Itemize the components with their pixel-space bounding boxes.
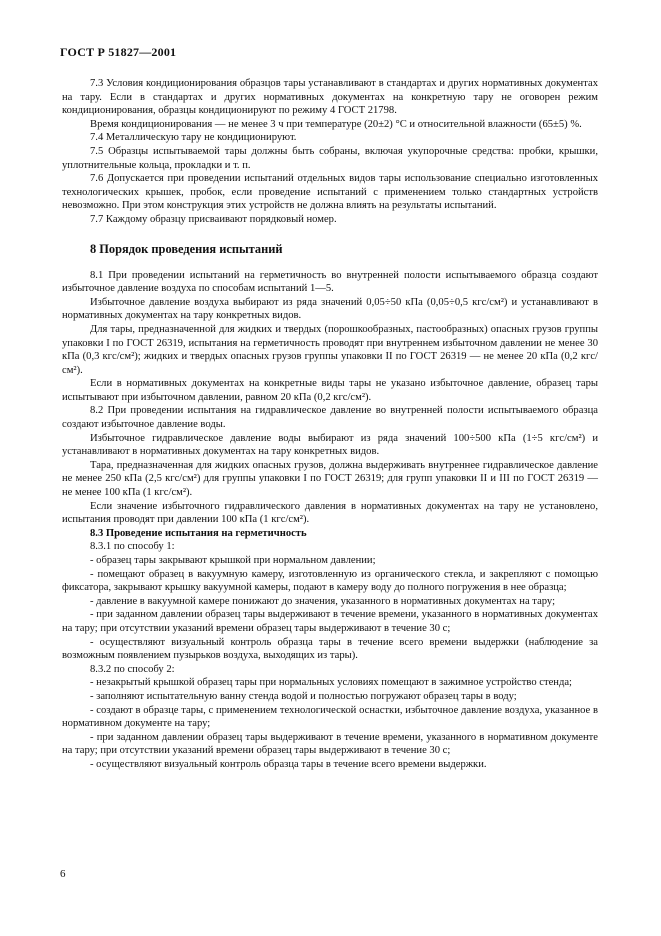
paragraph-8-1-air-range: Избыточное давление воздуха выбирают из ряда значений 0,05÷50 кПа (0,05÷0,5 кгс/см²) и устанавливают в нормативных документах на тару конкретных видов. (62, 296, 598, 322)
list-item: - помещают образец в вакуумную камеру, изготовленную из органического стекла, и закрепляют с помощью фиксатора, закрывают крышку вакуумной камеры, подают в камеру воду до полного погружения в нее образца; (62, 568, 598, 594)
list-item: - незакрытый крышкой образец тары при нормальных условиях помещают в зажимное устройство стенда; (90, 677, 573, 689)
paragraph-8-2-hazard: Тара, предназначенная для жидких опасных грузов, должна выдерживать внутреннее гидравлическое давление не менее 250 кПа (2,5 кгс/см²) для группы упаковки I по ГОСТ 26319; для групп упаковки II и III по ГОСТ 26319 — не менее 100 кПа (1 кгс/см²). (62, 459, 598, 499)
paragraph-7-4: 7.4 Металлическую тару не кондиционируют. (90, 132, 297, 144)
paragraph-8-3-1: 8.3.1 по способу 1: (90, 541, 175, 553)
document-body (62, 77, 598, 772)
list-item: - заполняют испытательную ванну стенда водой и полностью погружают образец тары в воду; (90, 690, 517, 702)
paragraph-7-3-time: Время кондиционирования — не менее 3 ч при температуре (20±2) °С и относительной влажности (65±5) %. (90, 118, 582, 130)
document-header-title: ГОСТ Р 51827—2001 (60, 45, 177, 59)
list-item: - давление в вакуумной камере понижают до значения, указанного в нормативных документах на тару; (90, 595, 556, 607)
paragraph-8-1-hazard: Для тары, предназначенной для жидких и твердых (порошкообразных, пастообразных) опасных грузов группы упаковки I по ГОСТ 26319, испытания на герметичность проводят при внутреннем избыточном давлении не менее 30 кПа (0,3 кгс/см²); жидких и твердых опасных грузов группы упаковки II по ГОСТ 26319 — не менее 20 кПа (0,2 кгс/см²). (62, 323, 598, 376)
list-item: - при заданном давлении образец тары выдерживают в течение времени, указанного в нормативном документе на тару; при отсутствии указаний времени образец тары выдерживают в течение 30 с; (62, 731, 598, 757)
list-item: - осуществляют визуальный контроль образца тары в течение всего времени выдержки. (90, 758, 487, 770)
list-item: - осуществляют визуальный контроль образца тары в течение всего времени выдержки (наблюдение за возможным появлением пузырьков воздуха, выходящих из тары). (62, 636, 598, 662)
paragraph-7-7: 7.7 Каждому образцу присваивают порядковый номер. (90, 213, 337, 225)
paragraph-8-3-2: 8.3.2 по способу 2: (90, 663, 175, 675)
section-8-heading: 8 Порядок проведения испытаний (90, 241, 283, 256)
subsection-8-3-heading: 8.3 Проведение испытания на герметичность (90, 527, 307, 539)
paragraph-7-6: 7.6 Допускается при проведении испытаний отдельных видов тары использование специально изготовленных технологических крышек, пробок, если проведение испытаний с применением только стандартных устройств невозможно. При этом конструкция этих устройств не должна влиять на результаты испытаний. (62, 173, 598, 212)
paragraph-7-5: 7.5 Образцы испытываемой тары должны быть собраны, включая укупорочные средства: пробки, крышки, уплотнительные кольца, прокладки и т. п. (62, 145, 598, 171)
list-item: - при заданном давлении образец тары выдерживают в течение времени, указанного в нормативных документах на тару; при отсутствии указаний времени образец тары выдерживают в течение 30 с; (62, 609, 598, 634)
page-number: 6 (60, 868, 66, 880)
paragraph-8-1: 8.1 При проведении испытаний на герметичность во внутренней полости испытываемого образца создают избыточное давление воздуха по способам испытаний 1—5. (62, 269, 598, 295)
list-item: - создают в образце тары, с применением технологической оснастки, избыточное давление воздуха, указанное в нормативном документе на тару; (62, 704, 598, 730)
paragraph-8-2: 8.2 При проведении испытания на гидравлическое давление во внутренней полости испытываемого образца создают избыточное давление воды. (62, 405, 598, 431)
paragraph-8-2-water-range: Избыточное гидравлическое давление воды выбирают из ряда значений 100÷500 кПа (1÷5 кгс/см²) и устанавливают в нормативных документах на тару конкретных видов. (62, 432, 598, 458)
paragraph-8-1-default: Если в нормативных документах на конкретные виды тары не указано избыточное давление, образец тары испытывают при избыточном давлении, равном 20 кПа (0,2 кгс/см²). (62, 378, 598, 403)
paragraph-8-2-default: Если значение избыточного гидравлического давления в нормативных документах на тару не установлено, испытания проводят при давлении 100 кПа (1 кгс/см²). (62, 500, 598, 526)
paragraph-7-3: 7.3 Условия кондиционирования образцов тары устанавливают в стандартах и других нормативных документах на тару. Если в стандартах и других нормативных документах на конкретную тару не оговорен режим кондиционирования, образцы кондиционируют по режиму 4 ГОСТ 21798. (62, 78, 598, 117)
list-item: - образец тары закрывают крышкой при нормальном давлении; (90, 555, 376, 566)
